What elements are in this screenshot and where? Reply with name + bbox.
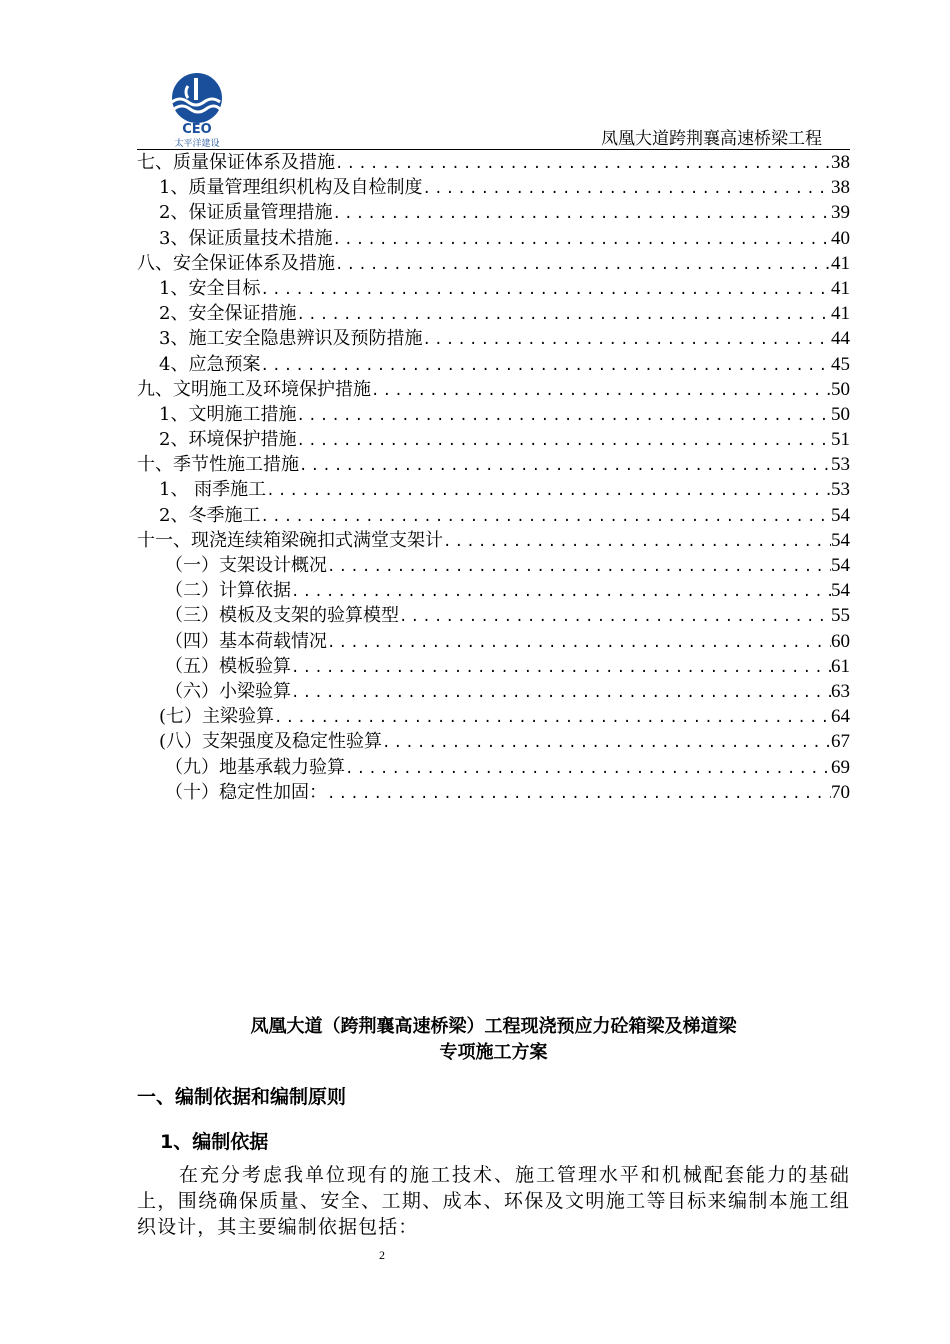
toc-entry-label: （九）地基承载力验算	[165, 756, 345, 778]
subsection-heading: 1、编制依据	[160, 1131, 269, 1153]
toc-dot-leader	[327, 782, 831, 807]
toc-dot-leader	[274, 706, 831, 731]
toc-entry[interactable]	[137, 603, 850, 628]
toc-entry[interactable]	[137, 553, 850, 578]
table-of-contents	[137, 150, 850, 805]
toc-entry[interactable]	[137, 503, 850, 528]
toc-entry-label: （十）稳定性加固：	[165, 781, 327, 803]
ceo-logo-icon	[166, 72, 228, 148]
toc-entry-page: 67	[831, 731, 850, 753]
toc-entry-page: 69	[831, 756, 850, 778]
toc-dot-leader	[260, 505, 831, 530]
toc-dot-leader	[332, 202, 831, 227]
toc-entry-page: 61	[831, 655, 850, 677]
toc-dot-leader	[296, 404, 831, 429]
toc-dot-leader	[422, 177, 831, 202]
toc-entry-label: 十、季节性施工措施	[137, 454, 299, 476]
toc-dot-leader	[260, 278, 831, 303]
toc-entry[interactable]	[137, 175, 850, 200]
toc-entry-label: (八）支架强度及稳定性验算	[159, 731, 383, 753]
toc-entry-label: 4、应急预案	[159, 353, 261, 375]
page-number: 2	[379, 1248, 385, 1262]
toc-entry-label: （二）计算依据	[165, 580, 291, 602]
toc-dot-leader	[260, 354, 831, 379]
toc-entry-page: 54	[831, 504, 850, 526]
toc-entry-label: (七）主梁验算	[159, 706, 275, 728]
toc-entry[interactable]	[137, 276, 850, 301]
toc-entry-label: （一）支架设计概况	[165, 555, 327, 576]
toc-entry-page: 41	[831, 303, 850, 325]
toc-entry[interactable]	[137, 755, 850, 780]
toc-entry[interactable]	[137, 452, 850, 477]
toc-dot-leader	[332, 228, 831, 253]
toc-entry-label: 2、安全保证措施	[159, 303, 297, 325]
toc-entry-label: 3、施工安全隐患辨识及预防措施	[159, 328, 423, 350]
toc-entry[interactable]	[137, 427, 850, 452]
toc-entry-label: 3、保证质量技术措施	[159, 227, 333, 249]
toc-entry[interactable]	[137, 301, 850, 326]
toc-dot-leader	[382, 731, 831, 756]
toc-dot-leader	[296, 429, 831, 454]
toc-entry[interactable]	[137, 528, 850, 553]
toc-entry-page: 53	[831, 479, 850, 501]
toc-entry[interactable]	[137, 578, 850, 603]
toc-entry[interactable]	[137, 326, 850, 351]
toc-dot-leader	[291, 681, 831, 706]
body-paragraph: 在充分考虑我单位现有的施工技术、施工管理水平和机械配套能力的基础上，围绕确保质量、安全、工期、成本、环保及文明施工等目标来编制本施工组织设计，其主要编制依据包括：	[137, 1164, 850, 1238]
toc-entry[interactable]	[137, 679, 850, 704]
toc-entry-label: （四）基本荷载情况	[165, 630, 327, 652]
toc-entry-page: 39	[831, 202, 850, 224]
toc-dot-leader	[296, 303, 831, 328]
toc-entry[interactable]	[137, 352, 850, 377]
toc-entry-label: 2、保证质量管理措施	[159, 202, 333, 224]
toc-entry[interactable]	[137, 477, 850, 502]
toc-entry-page: 38	[831, 177, 850, 199]
logo-subtext: 太平洋建设	[174, 139, 220, 148]
toc-entry-label: （三）模板及支架的验算模型	[165, 605, 399, 627]
toc-dot-leader	[335, 253, 831, 278]
toc-entry[interactable]	[137, 629, 850, 654]
toc-entry-page: 44	[831, 328, 850, 350]
toc-entry-label: 1、安全目标	[159, 277, 261, 299]
toc-entry[interactable]	[137, 226, 850, 251]
toc-entry-page: 41	[831, 277, 850, 299]
logo-text: CEO	[182, 122, 212, 137]
toc-entry-page: 53	[831, 454, 850, 476]
toc-dot-leader	[291, 580, 831, 605]
toc-entry[interactable]	[137, 200, 850, 225]
toc-entry-label: 八、安全保证体系及措施	[137, 252, 335, 274]
toc-entry-page: 51	[831, 429, 850, 451]
document-title	[137, 1014, 850, 1066]
toc-entry-page: 70	[831, 781, 850, 803]
toc-dot-leader	[335, 152, 831, 177]
toc-entry[interactable]	[137, 150, 850, 175]
section-heading: 一、编制依据和编制原则	[137, 1086, 347, 1108]
toc-entry-page: 45	[831, 353, 850, 375]
toc-dot-leader	[327, 631, 831, 656]
toc-entry[interactable]	[137, 729, 850, 754]
toc-entry-label: 1、文明施工措施	[159, 403, 297, 425]
toc-dot-leader	[422, 328, 831, 353]
toc-entry-label: 七、质量保证体系及措施	[137, 152, 335, 173]
toc-dot-leader	[266, 479, 831, 504]
company-logo	[166, 72, 228, 148]
toc-entry-page: 54	[831, 555, 850, 576]
toc-entry-page: 54	[831, 529, 850, 551]
document-title-line2: 专项施工方案	[439, 1042, 548, 1063]
toc-dot-leader	[345, 757, 831, 782]
document-title-line1: 凤凰大道（跨荆襄高速桥梁）工程现浇预应力砼箱梁及梯道梁	[250, 1016, 737, 1037]
toc-entry[interactable]	[137, 654, 850, 679]
toc-entry-page: 38	[831, 152, 850, 173]
toc-entry-page: 60	[831, 630, 850, 652]
toc-dot-leader	[299, 454, 831, 479]
toc-dot-leader	[443, 530, 831, 555]
toc-dot-leader	[327, 555, 831, 580]
toc-entry-page: 54	[831, 580, 850, 602]
toc-entry[interactable]	[137, 704, 850, 729]
toc-entry-label: 九、文明施工及环境保护措施	[137, 378, 371, 400]
toc-entry-label: （六）小梁验算	[165, 680, 291, 702]
toc-entry-label: （五）模板验算	[165, 655, 291, 677]
header-title: 凤凰大道跨荆襄高速桥梁工程	[601, 129, 822, 149]
toc-dot-leader	[399, 605, 831, 630]
toc-entry-label: 1、质量管理组织机构及自检制度	[159, 177, 423, 199]
toc-entry[interactable]	[137, 402, 850, 427]
toc-entry[interactable]	[137, 377, 850, 402]
toc-dot-leader	[371, 379, 831, 404]
toc-entry-page: 40	[831, 227, 850, 249]
toc-entry-page: 64	[831, 706, 850, 728]
toc-entry-page: 63	[831, 680, 850, 702]
toc-entry-page: 41	[831, 252, 850, 274]
toc-entry-label: 1、 雨季施工	[159, 479, 267, 501]
toc-dot-leader	[291, 656, 831, 681]
toc-entry-page: 50	[831, 378, 850, 400]
toc-entry-label: 2、环境保护措施	[159, 429, 297, 451]
toc-entry-page: 50	[831, 403, 850, 425]
toc-entry[interactable]	[137, 780, 850, 805]
toc-entry-label: 十一、现浇连续箱梁碗扣式满堂支架计	[137, 529, 443, 551]
toc-entry-label: 2、冬季施工	[159, 504, 261, 526]
toc-entry[interactable]	[137, 251, 850, 276]
toc-entry-page: 55	[831, 605, 850, 627]
